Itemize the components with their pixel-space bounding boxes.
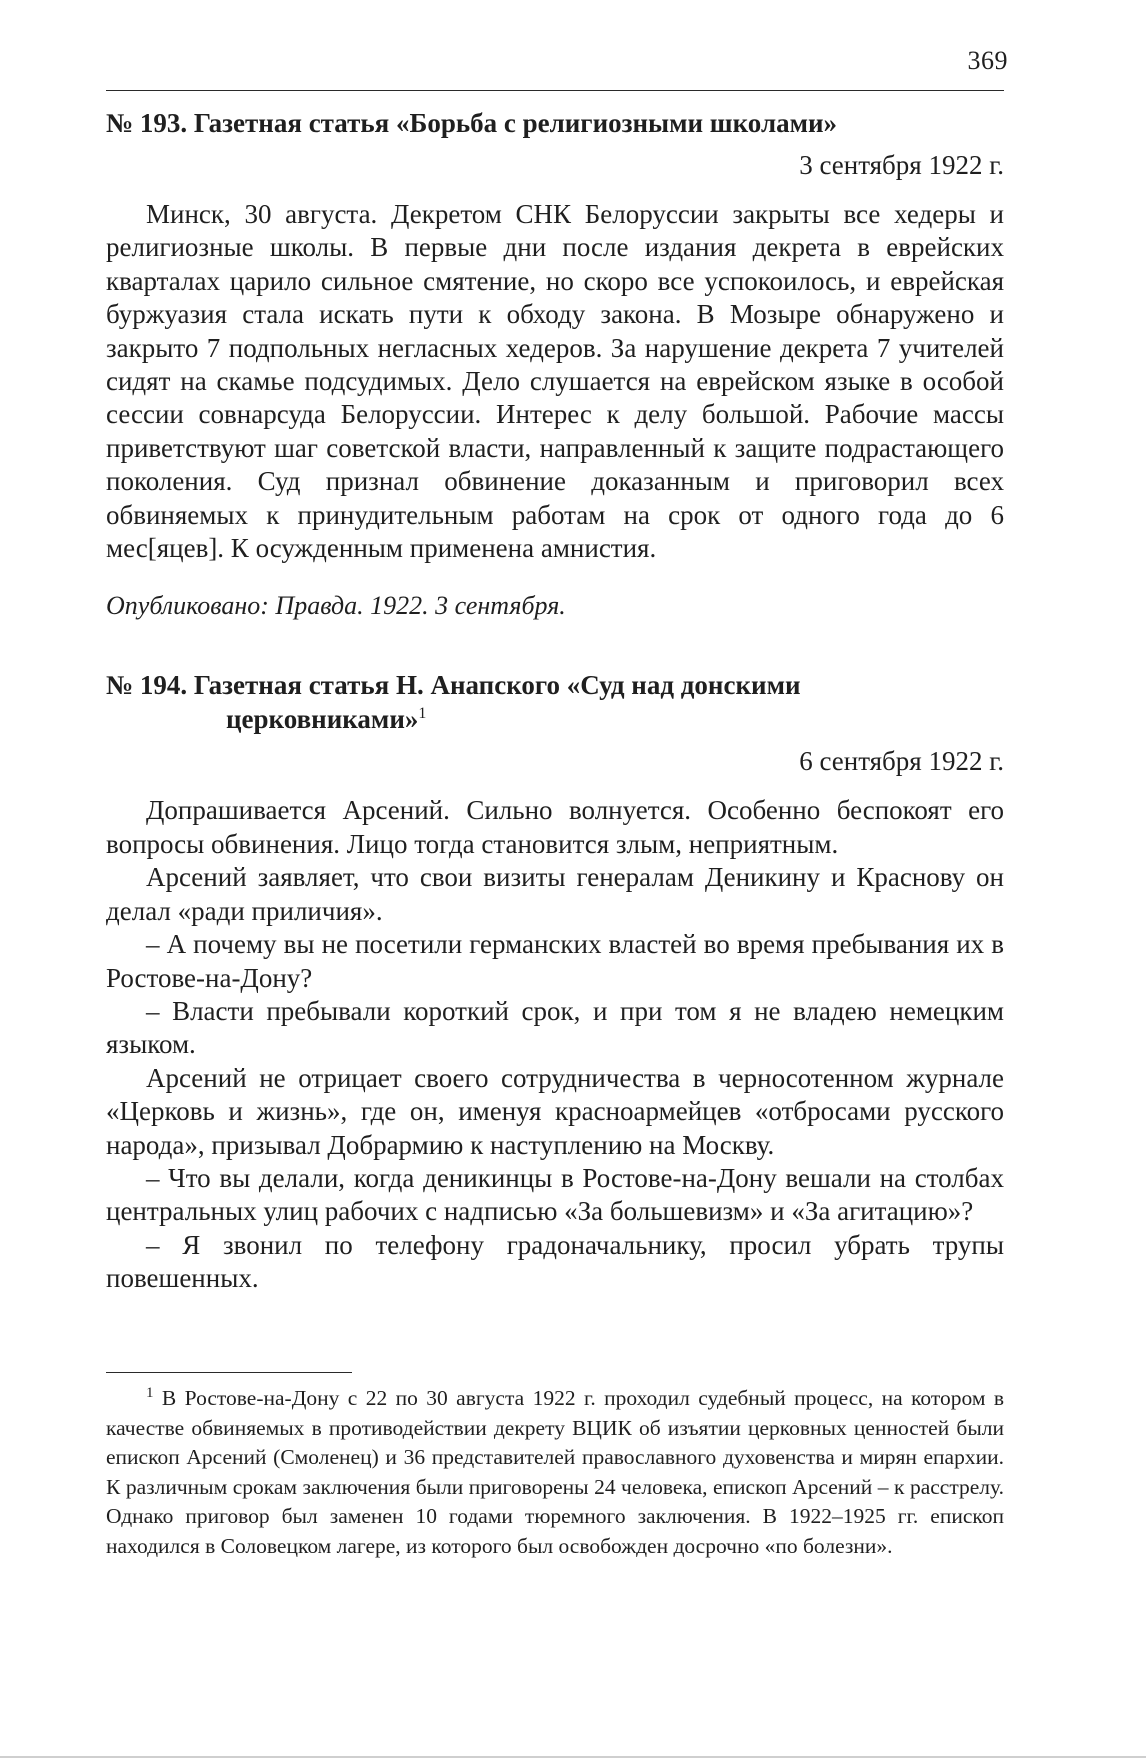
doc-194-paragraph-1: Допрашивается Арсений. Сильно волнуется. Особенно беспокоят его вопросы обвинения. Лицо тогда становится злым, неприятным. — [106, 795, 1004, 859]
doc-194-title — [106, 668, 1004, 736]
doc-194-paragraph-7: – Я звонил по телефону градоначальнику, просил убрать трупы повешенных. — [106, 1229, 1004, 1294]
doc-194-title-text: № 194. Газетная статья Н. Анапского «Суд над донскими церковниками» — [106, 670, 801, 735]
doc-194-paragraph-3: – А почему вы не посетили германских властей во время пребывания их в Ростове-на-Дону? — [106, 929, 1004, 993]
footnote-number: 1 — [146, 1384, 154, 1401]
doc-193-paragraph: Минск, 30 августа. Декретом СНК Белоруссии закрыты все хедеры и религиозные школы. В первые дни после издания декрета в еврейских кварталах царило сильное смятение, но скоро все успокоилось, и еврейская буржуазия стала искать пути к обходу закона. В Мозыре обнаружено и закрыто 7 подпольных негласных хедеров. За нарушение декрета 7 учителей сидят на скамье подсудимых. Дело слушается на еврейском языке в особой сессии совнарсуда Белоруссии. Интерес к делу большой. Рабочие массы приветствуют шаг советской власти, направленный к защите подрастающего поколения. Суд признал обвинение доказанным и приговорил всех обвиняемых к принудительным работам на срок от одного года до 6 мес[яцев]. К осужденным применена амнистия. — [106, 199, 1004, 564]
doc-194-paragraph-4: – Власти пребывали короткий срок, и при том я не владею немецким языком. — [106, 995, 1004, 1060]
doc-194-paragraph-5: Арсений не отрицает своего сотрудничества в черносотенном журнале «Церковь и жизнь», где он, именуя красноармейцев «отбросами русского народа», призывал Добрармию к наступлению на Москву. — [106, 1062, 1004, 1160]
page-content — [106, 106, 1004, 1296]
footnote-ref-1: 1 — [418, 705, 427, 723]
doc-194-date: 6 сентября 1922 г. — [799, 746, 1004, 777]
document-193 — [106, 106, 1004, 622]
footnote-rule — [106, 1372, 352, 1373]
doc-193-publication-note: Опубликовано: Правда. 1922. 3 сентября. — [106, 591, 566, 621]
footnote-text: В Ростове-на-Дону с 22 по 30 августа 1922 г. проходил судебный процесс, на котором в качестве обвиняемых в противодействии декрету ВЦИК об изъятии церковных ценностей были епископ Арсений (Смоленец) и 36 представителей православного духовенства и мирян епархии. К различным срокам заключения были приговорены 24 человека, епископ Арсений – к расстрелу. Однако приговор был заменен 10 годами тюремного заключения. В 1922–1925 гг. епископ находился в Соловецком лагере, из которого был освобожден досрочно «по болезни». — [106, 1386, 1004, 1558]
doc-194-paragraph-2: Арсений заявляет, что свои визиты генералам Деникину и Краснову он делал «ради приличия». — [106, 862, 1004, 926]
doc-193-date: 3 сентября 1922 г. — [799, 150, 1004, 180]
footnote-1 — [106, 1384, 1004, 1562]
header-rule — [106, 90, 1004, 91]
doc-194-paragraph-6: – Что вы делали, когда деникинцы в Ростове-на-Дону вешали на столбах центральных улиц рабочих с надписью «За большевизм» и «За агитацию»? — [106, 1162, 1004, 1227]
document-194 — [106, 668, 1004, 1295]
page-number: 369 — [967, 46, 1008, 75]
doc-193-title: № 193. Газетная статья «Борьба с религиозными школами» — [106, 108, 838, 138]
